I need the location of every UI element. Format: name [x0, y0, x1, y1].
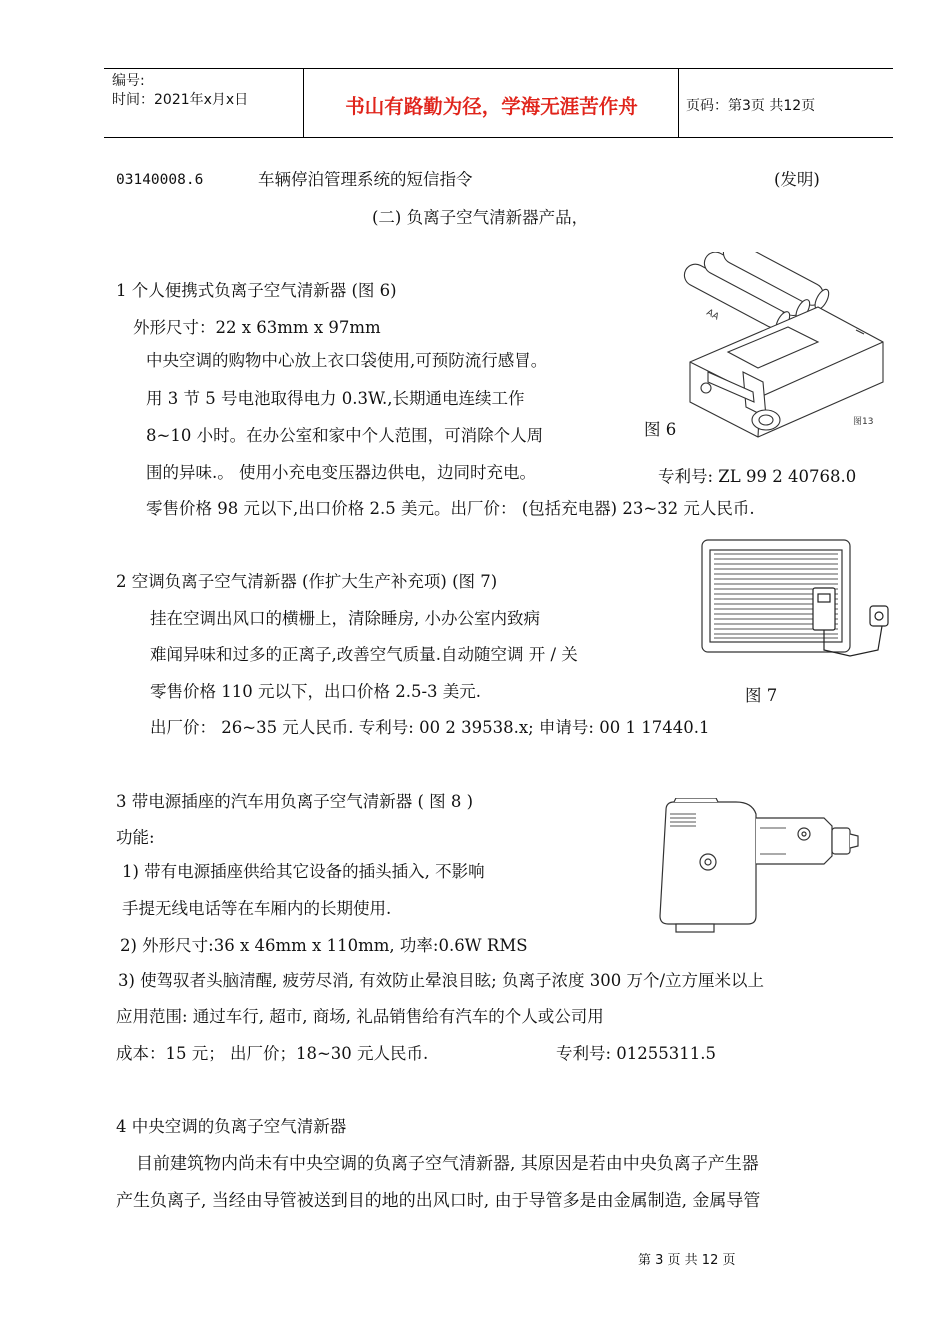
product-1-patent: 专利号: ZL 99 2 40768.0: [658, 467, 857, 486]
product-1-line: 用 3 节 5 号电池取得电力 0.3W.,长期通电连续工作: [146, 389, 525, 408]
product-2-line: 出厂价： 26~35 元人民币. 专利号: 00 2 39538.x; 申请号: 00 1 17440.1: [150, 718, 710, 737]
product-1-line: 8~10 小时。在办公室和家中个人范围，可消除个人周: [146, 426, 544, 445]
figure-7-image: [700, 538, 892, 668]
product-3-line: 手提无线电话等在车厢内的长期使用.: [122, 899, 392, 918]
entry-type: (发明): [774, 170, 820, 189]
page-footer: 第 3 页 共 12 页: [638, 1253, 736, 1268]
battery-label: AA: [704, 307, 721, 323]
product-1-line: 围的异味.。 使用小充电变压器边供电，边同时充电。: [146, 463, 536, 482]
product-1-title: 1 个人便携式负离子空气清新器 (图 6): [116, 281, 397, 300]
product-4-line: 目前建筑物内尚未有中央空调的负离子空气清新器, 其原因是若由中央负离子产生器: [136, 1154, 759, 1174]
entry-code: 03140008.6: [116, 172, 204, 188]
section-title: (二) 负离子空气清新器产品，: [372, 208, 589, 227]
product-2-line: 挂在空调出风口的横栅上，清除睡房, 小办公室内致病: [150, 609, 540, 628]
product-4-title: 4 中央空调的负离子空气清新器: [116, 1117, 347, 1136]
product-2-line: 难闻异味和过多的正离子,改善空气质量.自动随空调 开 / 关: [150, 645, 578, 664]
header-divider: [678, 69, 679, 137]
product-3-line: 3) 使驾驭者头脑清醒, 疲劳尽消, 有效防止晕浪目眩; 负离子浓度 300 万个/立方厘米以上: [118, 971, 765, 990]
product-1-line: 中央空调的购物中心放上衣口袋使用,可预防流行感冒。: [146, 351, 548, 370]
figure-7-label: 图 7: [745, 686, 778, 705]
page-header: [104, 68, 893, 138]
header-slogan: 书山有路勤为径，学海无涯苦作舟: [345, 95, 638, 118]
product-4-line: 产生负离子, 当经由导管被送到目的地的出风口时, 由于导管多是由金属制造, 金属导管: [116, 1191, 761, 1211]
product-1-dims: 外形尺寸：22 x 63mm x 97mm: [133, 318, 381, 337]
product-3-line: 1) 带有电源插座供给其它设备的插头插入, 不影响: [122, 862, 485, 881]
page-label: 页码：第3页 共12页: [686, 98, 816, 114]
product-2-line: 零售价格 110 元以下，出口价格 2.5-3 美元.: [150, 682, 482, 701]
time-label: 时间：2021年x月x日: [112, 92, 249, 108]
figure-8-image: [656, 798, 868, 936]
header-meta: [112, 72, 248, 110]
product-3-patent: 专利号: 01255311.5: [556, 1044, 717, 1063]
product-3-line: 2) 外形尺寸:36 x 46mm x 110mm, 功率:0.6W RMS: [120, 936, 528, 955]
product-3-title: 3 带电源插座的汽车用负离子空气清新器 ( 图 8 ): [116, 792, 474, 811]
product-2-title: 2 空调负离子空气清新器 (作扩大生产补充项) (图 7): [116, 572, 498, 591]
product-3-line: 应用范围: 通过车行, 超市, 商场, 礼品销售给有汽车的个人或公司用: [116, 1007, 604, 1026]
number-label: 编号:: [112, 73, 145, 89]
entry-title: 车辆停泊管理系统的短信指令: [258, 170, 473, 189]
product-1-price: 零售价格 98 元以下,出口价格 2.5 美元。出厂价： (包括充电器) 23~32 元人民币.: [146, 499, 755, 518]
figure-6-image: [668, 252, 890, 444]
product-3-cost: 成本：15 元； 出厂价；18~30 元人民币.: [116, 1044, 429, 1063]
figure-6-label: 图 6: [644, 420, 677, 439]
figure-6-inner-label: 图13: [853, 417, 874, 427]
product-3-function-label: 功能:: [116, 828, 155, 847]
